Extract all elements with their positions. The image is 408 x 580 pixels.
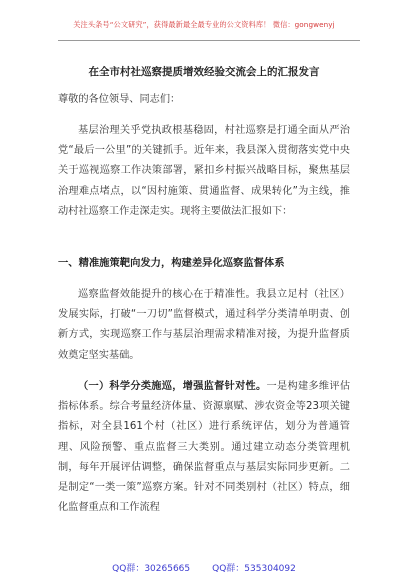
header-banner: 关注头条号“公文研究”，获得最新最全最专业的公文资料库！ 微信：gongwenyj [73,20,335,29]
document-title: 在全市村社巡察提质增效经验交流会上的汇报发言 [88,66,320,78]
paragraph-subsection-1 [58,377,350,518]
subsection-lead: （一）科学分类施巡，增强监督针对性。 [78,381,267,392]
header-divider [58,40,360,41]
paragraph-intro: 基层治理关乎党执政根基稳固，村社巡察是打通全面从严治党“最后一公里”的关键抓手。近年来，我县深入贯彻落实党中央关于巡视巡察工作决策部署，紧扣乡村振兴战略目标，聚焦基层治理难点堵点，以“因村施策、贯通监督、成果转化”为主线，推动村社巡察工作走深走实。现将主要做法汇报如下： [58,125,350,217]
section-heading-1: 一、精准施策靶向发力，构建差异化巡察监督体系 [58,257,285,269]
paragraph-section-1: 巡察监督效能提升的核心在于精准性。我县立足村（社区）发展实际，打破“一刀切”监督模式，通过科学分类清单明责、创新方式，实现巡察工作与基层治理需求精准对接，为提升监督质效奠定坚实基础。 [58,289,350,361]
greeting-line: 尊敬的各位领导、同志们： [58,94,181,105]
footer-qq-group-2: QQ群：535304092 [212,564,296,574]
footer-contacts [0,561,408,574]
subsection-body: 一是构建多维评估指标体系。综合考量经济体量、资源禀赋、涉农资金等23项关键指标，对全县161个村（社区）进行系统评估，划分为普通管理、风险预警、重点监督三大类别。通过建立动态分类管理机制，每年开展评估调整，确保监督重点与基层实际同步更新。二是制定“一类一策”巡察方案。针对不同类别村（社区）特点，细化监督重点和工作流程 [58,381,351,514]
footer-qq-group-1: QQ群：30265665 [112,564,191,574]
